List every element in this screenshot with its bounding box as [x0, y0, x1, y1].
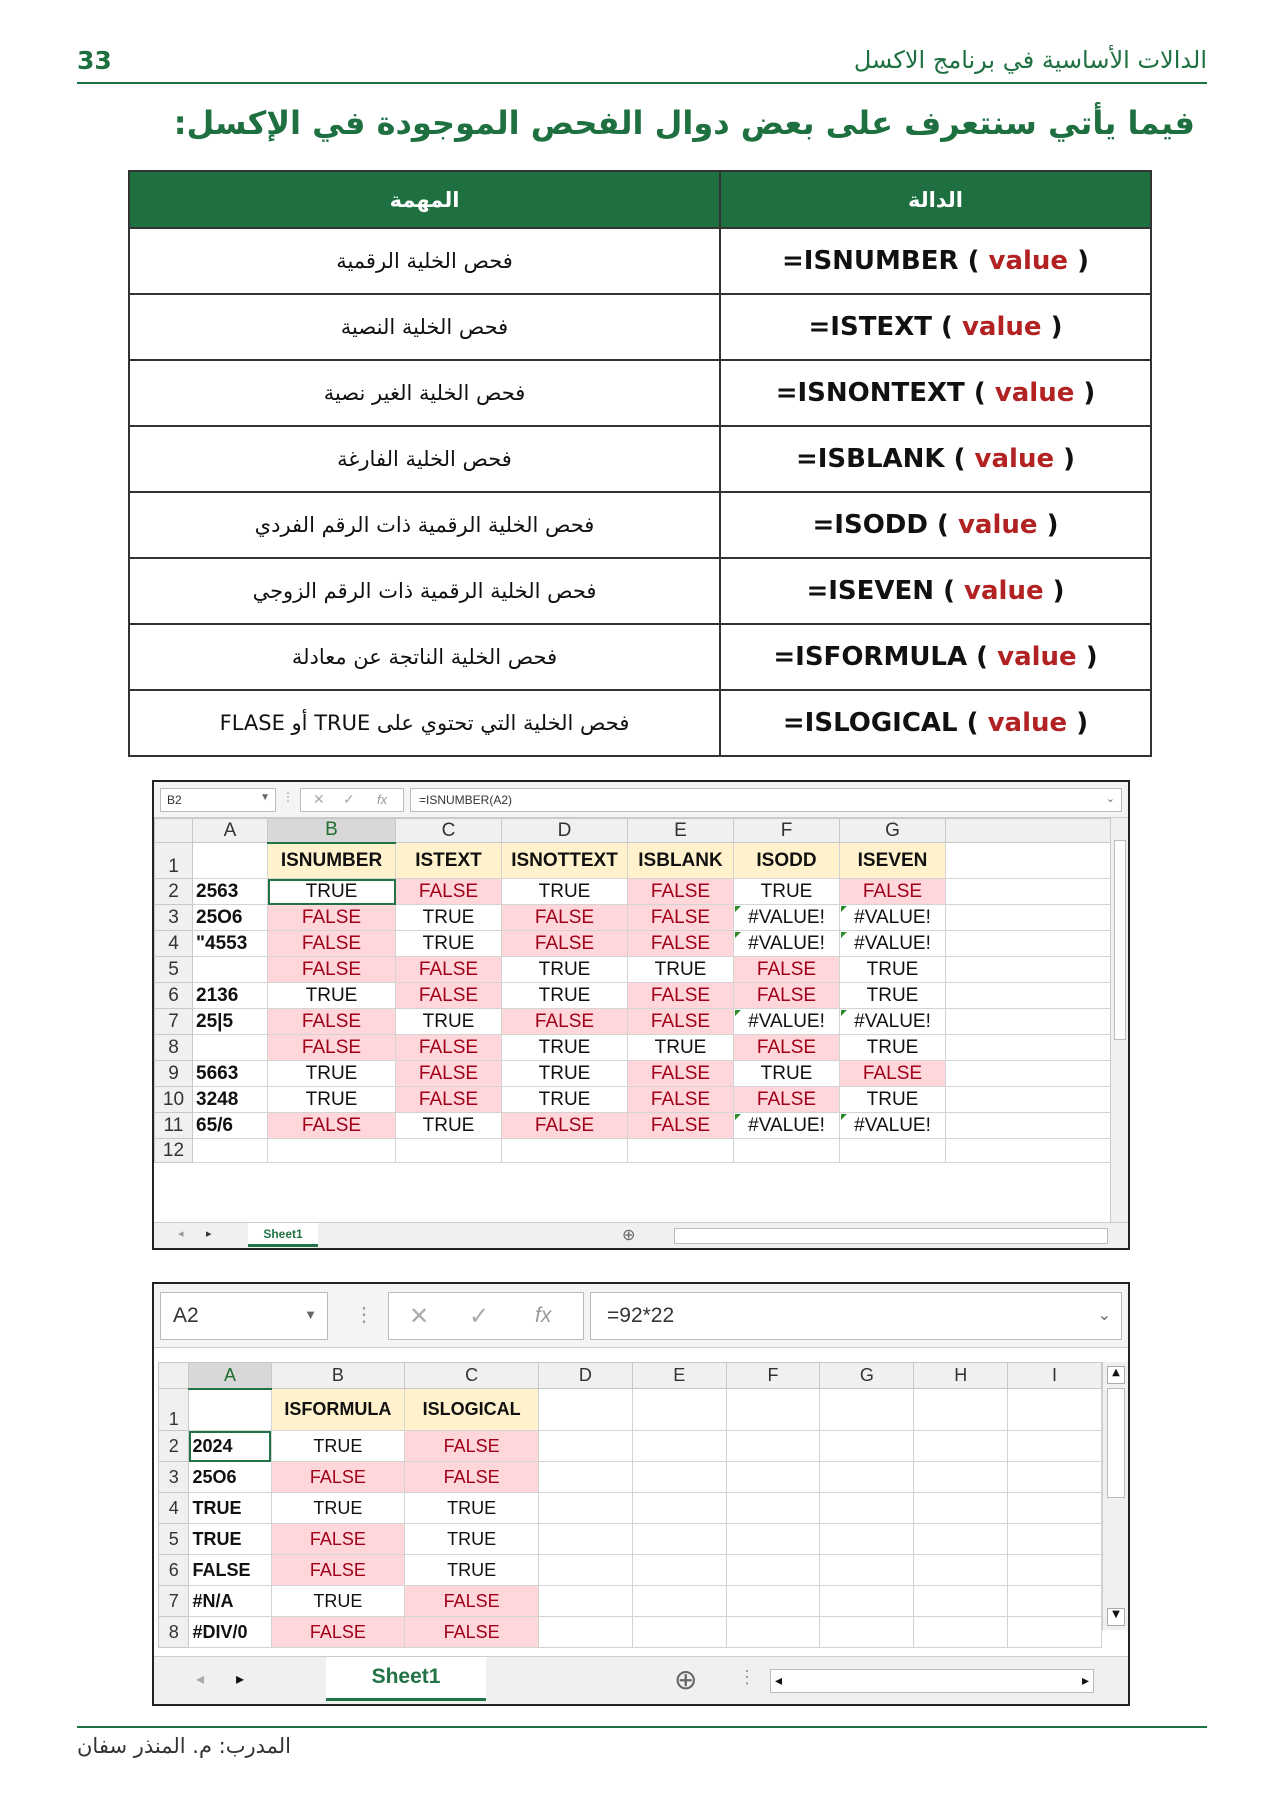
- column-header[interactable]: B: [268, 819, 396, 843]
- cell[interactable]: TRUE: [271, 1431, 405, 1462]
- header-cell[interactable]: ISTEXT: [396, 843, 502, 879]
- cell[interactable]: [946, 931, 1113, 957]
- cell[interactable]: TRUE: [405, 1493, 539, 1524]
- cell[interactable]: [726, 1462, 820, 1493]
- cell[interactable]: FALSE: [271, 1462, 405, 1493]
- column-header[interactable]: H: [914, 1363, 1008, 1389]
- cell[interactable]: FALSE: [405, 1462, 539, 1493]
- cell[interactable]: [946, 957, 1113, 983]
- row-header[interactable]: 6: [155, 983, 193, 1009]
- header-cell[interactable]: ISFORMULA: [271, 1389, 405, 1431]
- function-arg: value: [957, 510, 1038, 540]
- cell[interactable]: FALSE: [271, 1555, 405, 1586]
- function-name: =ISNUMBER: [781, 246, 959, 276]
- cell[interactable]: FALSE: [628, 1009, 734, 1035]
- cell[interactable]: FALSE: [405, 1431, 539, 1462]
- cell[interactable]: TRUE: [268, 983, 396, 1009]
- cell[interactable]: [268, 1139, 396, 1163]
- function-name: =ISFORMULA: [773, 642, 968, 672]
- cell[interactable]: [1008, 1462, 1102, 1493]
- row-header[interactable]: 7: [159, 1586, 189, 1617]
- header-title: الدالات الأساسية في برنامج الاكسل: [853, 46, 1207, 74]
- cell[interactable]: #VALUE!: [734, 931, 840, 957]
- confirm-icon[interactable]: ✓: [469, 1303, 490, 1330]
- row-header[interactable]: 10: [155, 1087, 193, 1113]
- cell[interactable]: [1008, 1617, 1102, 1648]
- chevron-down-icon[interactable]: ▼: [304, 1307, 317, 1322]
- page-footer: [77, 1726, 1207, 1758]
- cell[interactable]: FALSE: [628, 879, 734, 905]
- cell[interactable]: TRUE: [840, 1087, 946, 1113]
- header-cell[interactable]: ISLOGICAL: [405, 1389, 539, 1431]
- cell[interactable]: [946, 879, 1113, 905]
- cell[interactable]: TRUE: [405, 1555, 539, 1586]
- cell[interactable]: [726, 1389, 820, 1431]
- cell[interactable]: [820, 1617, 914, 1648]
- cell[interactable]: [538, 1524, 632, 1555]
- cell[interactable]: [914, 1493, 1008, 1524]
- cell[interactable]: #VALUE!: [840, 1009, 946, 1035]
- cell[interactable]: FALSE: [734, 957, 840, 983]
- function-row: [129, 492, 1151, 558]
- cell[interactable]: [946, 1139, 1113, 1163]
- function-name: =ISLOGICAL: [782, 708, 958, 738]
- add-sheet-icon[interactable]: ⊕: [674, 1664, 698, 1695]
- cell[interactable]: [193, 1139, 268, 1163]
- column-header[interactable]: A: [193, 819, 268, 843]
- cell[interactable]: [726, 1555, 820, 1586]
- cell[interactable]: TRUE: [271, 1586, 405, 1617]
- task-cell: فحص الخلية التي تحتوي على TRUE أو FLASE: [129, 690, 720, 756]
- cell[interactable]: TRUE: [396, 931, 502, 957]
- cell[interactable]: [396, 1139, 502, 1163]
- more-options-icon: ⋮: [738, 1667, 756, 1687]
- header-cell[interactable]: [193, 843, 268, 879]
- scroll-up-icon[interactable]: ▲: [1107, 1366, 1125, 1384]
- grid-sheet1: [154, 818, 1113, 1163]
- function-name: =ISTEXT: [808, 312, 932, 342]
- function-cell: =ISNONTEXT ( value ): [720, 360, 1151, 426]
- cell[interactable]: #DIV/0: [189, 1617, 271, 1648]
- chevron-down-icon[interactable]: ▼: [260, 792, 270, 803]
- cell[interactable]: [820, 1462, 914, 1493]
- row-header[interactable]: 12: [155, 1139, 193, 1163]
- scroll-left-icon[interactable]: ◂: [775, 1672, 783, 1688]
- cell[interactable]: #VALUE!: [734, 905, 840, 931]
- cell[interactable]: #VALUE!: [840, 931, 946, 957]
- cell[interactable]: [632, 1431, 726, 1462]
- column-header[interactable]: G: [820, 1363, 914, 1389]
- cell[interactable]: FALSE: [396, 1087, 502, 1113]
- task-cell: فحص الخلية الغير نصية: [129, 360, 720, 426]
- cancel-icon[interactable]: ✕: [313, 791, 325, 807]
- formula-bar: [154, 1284, 1128, 1348]
- function-arg: value: [964, 576, 1044, 606]
- cell[interactable]: FALSE: [502, 1113, 628, 1139]
- select-all-corner[interactable]: [155, 819, 193, 843]
- cell[interactable]: #VALUE!: [840, 905, 946, 931]
- grid-sheet2: [158, 1362, 1102, 1648]
- cell[interactable]: FALSE: [396, 983, 502, 1009]
- cell[interactable]: [820, 1555, 914, 1586]
- function-name: =ISODD: [812, 510, 928, 540]
- column-header[interactable]: C: [405, 1363, 539, 1389]
- row-header[interactable]: 4: [155, 931, 193, 957]
- cell[interactable]: FALSE: [628, 1113, 734, 1139]
- cell[interactable]: [538, 1431, 632, 1462]
- page-header: [77, 44, 1207, 84]
- vertical-scrollbar[interactable]: [1102, 1362, 1128, 1630]
- cell[interactable]: TRUE: [396, 1113, 502, 1139]
- cell[interactable]: FALSE: [268, 905, 396, 931]
- fx-icon[interactable]: fx: [535, 1304, 552, 1327]
- header-cell[interactable]: ISNOTTEXT: [502, 843, 628, 879]
- cell[interactable]: FALSE: [396, 957, 502, 983]
- intro-text: فيما يأتي سنتعرف على بعض دوال الفحص الموجودة في الإكسل:: [173, 104, 1195, 142]
- next-sheet-icon[interactable]: ▸: [236, 1671, 245, 1688]
- cell[interactable]: [946, 983, 1113, 1009]
- cell[interactable]: TRUE: [189, 1493, 271, 1524]
- function-row: [129, 228, 1151, 294]
- cell[interactable]: [946, 1113, 1113, 1139]
- cell[interactable]: TRUE: [502, 1087, 628, 1113]
- confirm-icon[interactable]: ✓: [343, 791, 355, 807]
- function-cell: =ISTEXT ( value ): [720, 294, 1151, 360]
- cell[interactable]: [820, 1524, 914, 1555]
- cell[interactable]: TRUE: [271, 1493, 405, 1524]
- cell[interactable]: FALSE: [268, 1009, 396, 1035]
- cell[interactable]: FALSE: [405, 1586, 539, 1617]
- cell[interactable]: [726, 1586, 820, 1617]
- column-header[interactable]: I: [1008, 1363, 1102, 1389]
- spreadsheet-2: [152, 1282, 1130, 1706]
- function-cell: =ISEVEN ( value ): [720, 558, 1151, 624]
- more-options-icon: ⋮: [354, 1304, 374, 1326]
- cell[interactable]: #VALUE!: [734, 1113, 840, 1139]
- function-arg: value: [961, 312, 1042, 342]
- cell[interactable]: FALSE: [840, 1061, 946, 1087]
- cell[interactable]: FALSE: [628, 905, 734, 931]
- cell[interactable]: [820, 1431, 914, 1462]
- function-cell: =ISODD ( value ): [720, 492, 1151, 558]
- cell[interactable]: [1008, 1586, 1102, 1617]
- scroll-right-icon[interactable]: ▸: [1081, 1672, 1089, 1688]
- name-box[interactable]: B2 ▼: [160, 788, 276, 812]
- horizontal-scrollbar[interactable]: [674, 1228, 1108, 1244]
- cell[interactable]: TRUE: [502, 1035, 628, 1061]
- cell[interactable]: #N/A: [189, 1586, 271, 1617]
- expand-icon[interactable]: ⌄: [1105, 793, 1115, 805]
- cell[interactable]: [632, 1462, 726, 1493]
- scroll-down-icon[interactable]: ▼: [1107, 1608, 1125, 1626]
- cell[interactable]: 25O6: [193, 905, 268, 931]
- cell[interactable]: #VALUE!: [840, 1113, 946, 1139]
- sheet-tab[interactable]: Sheet1: [248, 1223, 318, 1247]
- function-arg: value: [987, 708, 1068, 738]
- cell[interactable]: [1008, 1431, 1102, 1462]
- cell[interactable]: [538, 1462, 632, 1493]
- cell[interactable]: [820, 1493, 914, 1524]
- function-row: [129, 690, 1151, 756]
- cancel-icon[interactable]: ✕: [409, 1303, 430, 1330]
- cell[interactable]: [914, 1586, 1008, 1617]
- prev-sheet-icon[interactable]: ◂: [178, 1228, 184, 1240]
- cell[interactable]: FALSE: [271, 1617, 405, 1648]
- row-header[interactable]: 3: [159, 1462, 189, 1493]
- cell[interactable]: FALSE: [396, 1061, 502, 1087]
- column-header[interactable]: G: [840, 819, 946, 843]
- function-row: [129, 624, 1151, 690]
- function-name: =ISBLANK: [795, 444, 945, 474]
- cell[interactable]: [193, 957, 268, 983]
- row-header[interactable]: 5: [159, 1524, 189, 1555]
- cell[interactable]: FALSE: [502, 931, 628, 957]
- cell[interactable]: TRUE: [840, 1035, 946, 1061]
- cell[interactable]: [632, 1555, 726, 1586]
- cell[interactable]: [946, 905, 1113, 931]
- function-arg: value: [994, 378, 1075, 408]
- task-cell: فحص الخلية الرقمية ذات الرقم الزوجي: [129, 558, 720, 624]
- cell[interactable]: TRUE: [502, 957, 628, 983]
- cell[interactable]: FALSE: [268, 957, 396, 983]
- cell[interactable]: TRUE: [840, 983, 946, 1009]
- cell[interactable]: FALSE: [502, 1009, 628, 1035]
- column-header[interactable]: D: [502, 819, 628, 843]
- formula-input[interactable]: =92*22 ⌄: [590, 1292, 1122, 1340]
- cell[interactable]: [538, 1493, 632, 1524]
- cell[interactable]: FALSE: [628, 931, 734, 957]
- cell[interactable]: [538, 1617, 632, 1648]
- row-header[interactable]: 3: [155, 905, 193, 931]
- fx-icon[interactable]: fx: [377, 792, 388, 807]
- row-header[interactable]: 7: [155, 1009, 193, 1035]
- function-row: [129, 360, 1151, 426]
- add-sheet-icon[interactable]: ⊕: [622, 1227, 636, 1244]
- cell[interactable]: TRUE: [502, 879, 628, 905]
- task-cell: فحص الخلية الناتجة عن معادلة: [129, 624, 720, 690]
- cell[interactable]: 2024: [189, 1431, 271, 1462]
- row-header[interactable]: 4: [159, 1493, 189, 1524]
- cell[interactable]: TRUE: [268, 879, 396, 905]
- row-header[interactable]: 1: [159, 1389, 189, 1431]
- cell[interactable]: [726, 1431, 820, 1462]
- cell[interactable]: TRUE: [396, 905, 502, 931]
- function-cell: =ISFORMULA ( value ): [720, 624, 1151, 690]
- cell[interactable]: FALSE: [396, 879, 502, 905]
- cell[interactable]: [1008, 1524, 1102, 1555]
- cell[interactable]: TRUE: [502, 1061, 628, 1087]
- column-header[interactable]: A: [189, 1363, 271, 1389]
- function-cell: =ISNUMBER ( value ): [720, 228, 1151, 294]
- cell[interactable]: [538, 1389, 632, 1431]
- trainer-name: المدرب: م. المنذر سفان: [77, 1734, 291, 1758]
- formula-buttons: [300, 788, 404, 812]
- cell[interactable]: 65/6: [193, 1113, 268, 1139]
- cell[interactable]: [914, 1617, 1008, 1648]
- cell[interactable]: [1008, 1389, 1102, 1431]
- formula-input[interactable]: =ISNUMBER(A2) ⌄: [410, 788, 1122, 812]
- function-name: =ISNONTEXT: [775, 378, 965, 408]
- name-box[interactable]: A2 ▼: [160, 1292, 328, 1340]
- column-header[interactable]: D: [538, 1363, 632, 1389]
- row-header[interactable]: 8: [159, 1617, 189, 1648]
- cell[interactable]: TRUE: [628, 1035, 734, 1061]
- cell[interactable]: FALSE: [734, 983, 840, 1009]
- task-cell: فحص الخلية النصية: [129, 294, 720, 360]
- cell[interactable]: 25O6: [189, 1462, 271, 1493]
- function-row: [129, 426, 1151, 492]
- cell[interactable]: FALSE: [268, 1113, 396, 1139]
- col-function-header: الدالة: [720, 171, 1151, 228]
- cell[interactable]: [538, 1586, 632, 1617]
- cell[interactable]: TRUE: [734, 879, 840, 905]
- function-arg: value: [974, 444, 1055, 474]
- prev-sheet-icon[interactable]: ◂: [196, 1671, 205, 1688]
- cell[interactable]: [946, 1061, 1113, 1087]
- cell[interactable]: FALSE: [628, 1087, 734, 1113]
- cell[interactable]: "4553: [193, 931, 268, 957]
- cell[interactable]: [914, 1555, 1008, 1586]
- cell[interactable]: FALSE: [502, 905, 628, 931]
- cell[interactable]: [820, 1389, 914, 1431]
- cell[interactable]: 3248: [193, 1087, 268, 1113]
- row-header[interactable]: 5: [155, 957, 193, 983]
- cell[interactable]: FALSE: [734, 1035, 840, 1061]
- header-cell[interactable]: ISNUMBER: [268, 843, 396, 879]
- cell[interactable]: 2136: [193, 983, 268, 1009]
- column-header[interactable]: E: [632, 1363, 726, 1389]
- vertical-scrollbar[interactable]: [1110, 818, 1128, 1224]
- page-number: 33: [77, 46, 112, 75]
- cell[interactable]: [632, 1586, 726, 1617]
- cell[interactable]: TRUE: [268, 1087, 396, 1113]
- column-header[interactable]: F: [726, 1363, 820, 1389]
- column-header: [946, 819, 1113, 843]
- function-cell: =ISBLANK ( value ): [720, 426, 1151, 492]
- task-cell: فحص الخلية الرقمية: [129, 228, 720, 294]
- row-header[interactable]: 6: [159, 1555, 189, 1586]
- horizontal-scrollbar[interactable]: [770, 1669, 1094, 1693]
- header-cell[interactable]: ISBLANK: [628, 843, 734, 879]
- expand-icon[interactable]: ⌄: [1097, 1307, 1111, 1324]
- function-row: [129, 558, 1151, 624]
- cell[interactable]: [632, 1524, 726, 1555]
- cell[interactable]: [946, 1035, 1113, 1061]
- cell[interactable]: [726, 1524, 820, 1555]
- row-header[interactable]: 9: [155, 1061, 193, 1087]
- more-options-icon: ⋮: [282, 790, 294, 804]
- cell[interactable]: TRUE: [840, 957, 946, 983]
- next-sheet-icon[interactable]: ▸: [206, 1228, 212, 1240]
- cell[interactable]: [914, 1462, 1008, 1493]
- cell[interactable]: [946, 1087, 1113, 1113]
- cell[interactable]: FALSE: [405, 1617, 539, 1648]
- cell[interactable]: [914, 1389, 1008, 1431]
- cell[interactable]: 5663: [193, 1061, 268, 1087]
- cell[interactable]: [502, 1139, 628, 1163]
- cell[interactable]: [820, 1586, 914, 1617]
- row-header[interactable]: 2: [155, 879, 193, 905]
- cell[interactable]: FALSE: [268, 1035, 396, 1061]
- cell[interactable]: TRUE: [734, 1061, 840, 1087]
- formula-bar: [154, 782, 1128, 818]
- cell[interactable]: 25|5: [193, 1009, 268, 1035]
- cell[interactable]: [726, 1493, 820, 1524]
- cell[interactable]: [914, 1524, 1008, 1555]
- function-name: =ISEVEN: [806, 576, 935, 606]
- cell[interactable]: [1008, 1493, 1102, 1524]
- cell[interactable]: FALSE: [271, 1524, 405, 1555]
- cell[interactable]: FALSE: [268, 931, 396, 957]
- col-task-header: المهمة: [129, 171, 720, 228]
- function-arg: value: [988, 246, 1069, 276]
- column-header[interactable]: B: [271, 1363, 405, 1389]
- header-cell[interactable]: ISODD: [734, 843, 840, 879]
- cell[interactable]: FALSE: [396, 1035, 502, 1061]
- cell[interactable]: [946, 843, 1113, 879]
- cell[interactable]: 2563: [193, 879, 268, 905]
- cell[interactable]: TRUE: [396, 1009, 502, 1035]
- function-arg: value: [997, 642, 1077, 672]
- header-cell[interactable]: ISEVEN: [840, 843, 946, 879]
- cell[interactable]: [628, 1139, 734, 1163]
- header-cell[interactable]: [189, 1389, 271, 1431]
- cell[interactable]: TRUE: [268, 1061, 396, 1087]
- cell[interactable]: [193, 1035, 268, 1061]
- row-header[interactable]: 2: [159, 1431, 189, 1462]
- cell[interactable]: [538, 1555, 632, 1586]
- row-header[interactable]: 11: [155, 1113, 193, 1139]
- cell[interactable]: [632, 1493, 726, 1524]
- row-header[interactable]: 1: [155, 843, 193, 879]
- column-header[interactable]: F: [734, 819, 840, 843]
- cell[interactable]: [632, 1389, 726, 1431]
- cell[interactable]: FALSE: [840, 879, 946, 905]
- formula-buttons: [388, 1292, 584, 1340]
- task-cell: فحص الخلية الرقمية ذات الرقم الفردي: [129, 492, 720, 558]
- cell[interactable]: TRUE: [405, 1524, 539, 1555]
- cell[interactable]: [914, 1431, 1008, 1462]
- sheet-tab[interactable]: Sheet1: [326, 1657, 486, 1701]
- column-header[interactable]: E: [628, 819, 734, 843]
- spreadsheet-1: [152, 780, 1130, 1250]
- select-all-corner[interactable]: [159, 1363, 189, 1389]
- cell[interactable]: TRUE: [189, 1524, 271, 1555]
- cell[interactable]: #VALUE!: [734, 1009, 840, 1035]
- cell[interactable]: FALSE: [628, 1061, 734, 1087]
- functions-table: [128, 170, 1152, 757]
- cell[interactable]: TRUE: [628, 957, 734, 983]
- function-cell: =ISLOGICAL ( value ): [720, 690, 1151, 756]
- cell[interactable]: [632, 1617, 726, 1648]
- sheet-tab-bar: [154, 1656, 1128, 1704]
- row-header[interactable]: 8: [155, 1035, 193, 1061]
- cell[interactable]: [1008, 1555, 1102, 1586]
- cell[interactable]: [946, 1009, 1113, 1035]
- task-cell: فحص الخلية الفارغة: [129, 426, 720, 492]
- column-header[interactable]: C: [396, 819, 502, 843]
- function-row: [129, 294, 1151, 360]
- cell[interactable]: FALSE: [628, 983, 734, 1009]
- sheet-tab-bar: [154, 1222, 1128, 1248]
- cell[interactable]: TRUE: [502, 983, 628, 1009]
- cell[interactable]: FALSE: [734, 1087, 840, 1113]
- cell[interactable]: [726, 1617, 820, 1648]
- cell[interactable]: [734, 1139, 840, 1163]
- cell[interactable]: [840, 1139, 946, 1163]
- cell[interactable]: FALSE: [189, 1555, 271, 1586]
